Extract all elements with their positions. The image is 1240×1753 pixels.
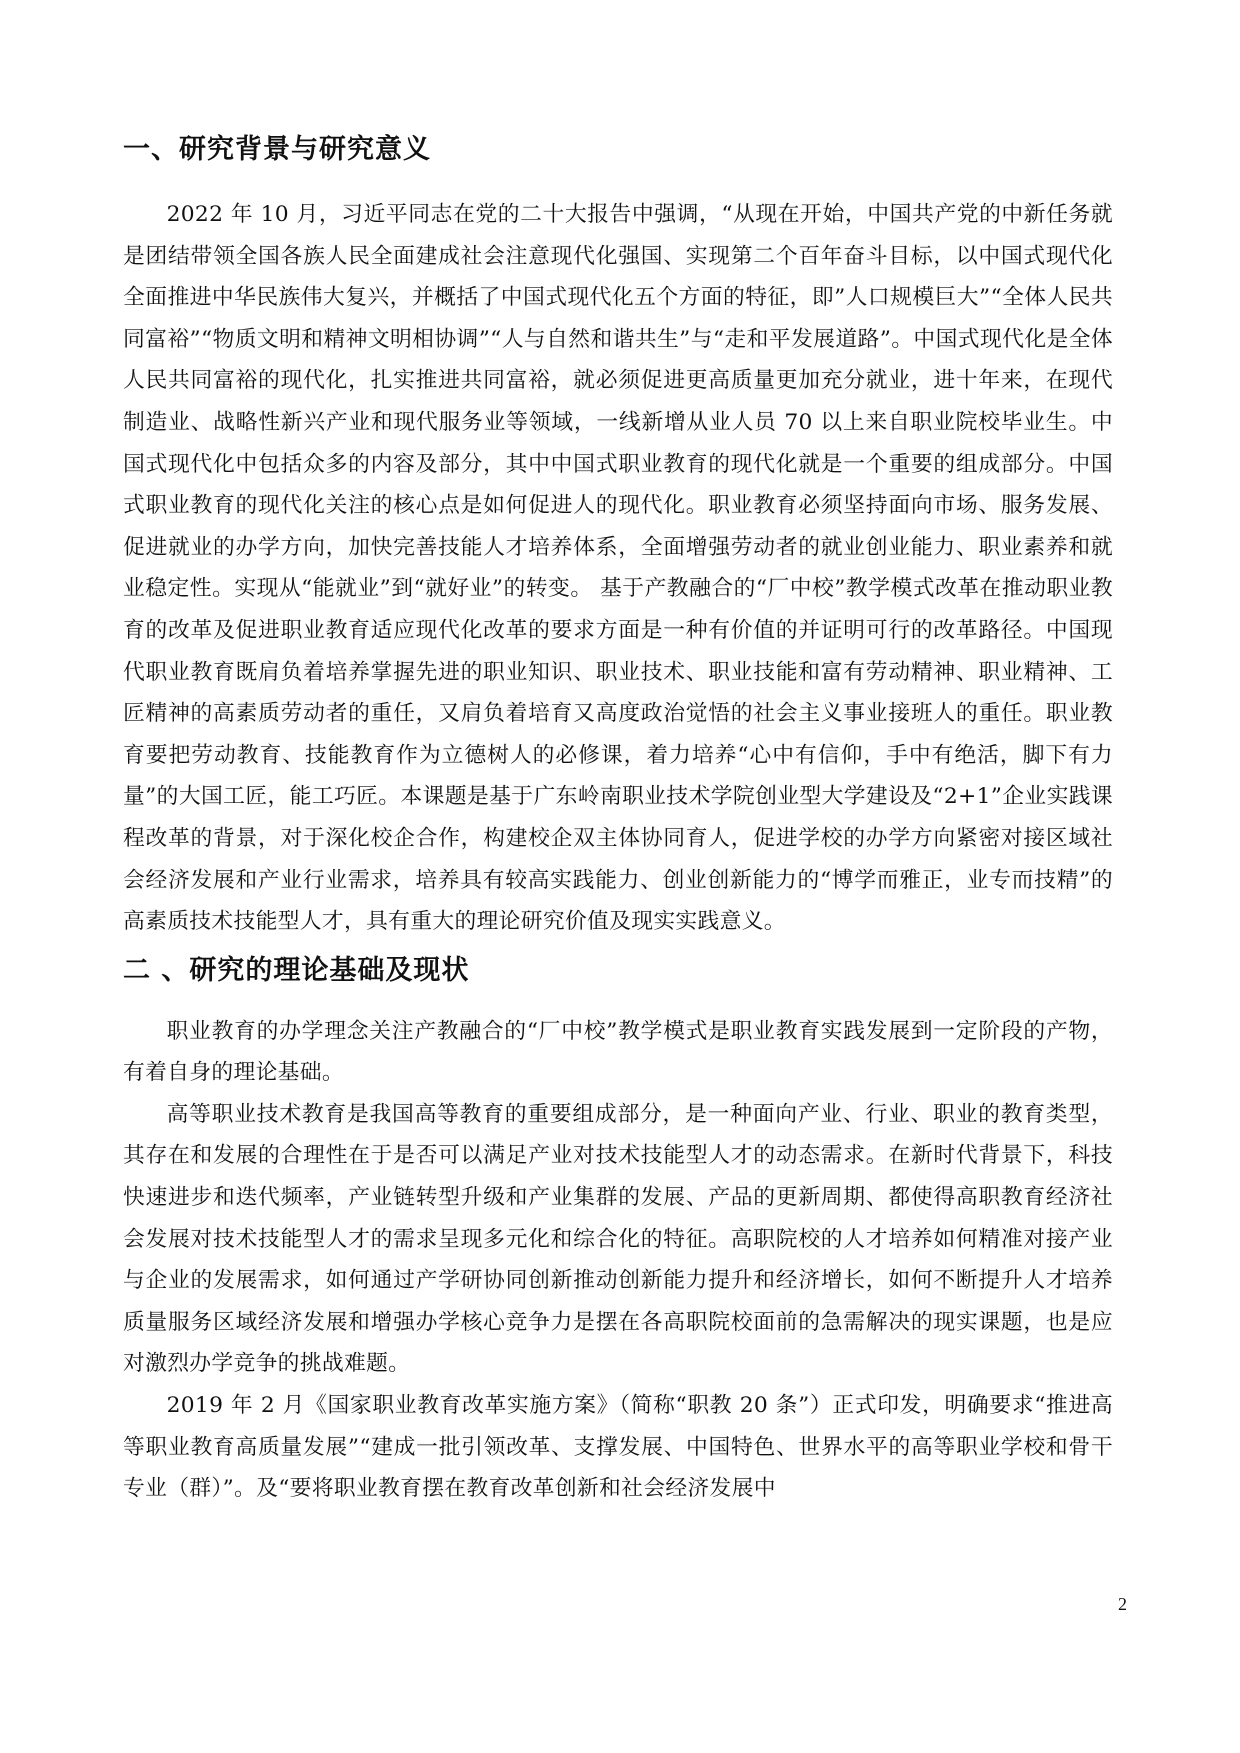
paragraph-higher-vocational: 高等职业技术教育是我国高等教育的重要组成部分，是一种面向产业、行业、职业的教育类型，其存在和发展的合理性在于是否可以满足产业对技术技能型人才的动态需求。在新时代背景下，科技快速进步和迭代频率，产业链转型升级和产业集群的发展、产品的更新周期、都使得高职教育经济社会发展对技术技能型人才的需求呈现多元化和综合化的特征。高职院校的人才培养如何精准对接产业与企业的发展需求，如何通过产学研协同创新推动创新能力提升和经济增长，如何不断提升人才培养质量服务区域经济发展和增强办学核心竞争力是摆在各高职院校面前的急需解决的现实课题，也是应对激烈办学竞争的挑战难题。 <box>123 1101 1113 1377</box>
paragraph-policy-2019: 2019 年 2 月《国家职业教育改革实施方案》（简称“职教 20 条”）正式印发，明确要求“推进高等职业教育高质量发展”“建成一批引领改革、支撑发展、中国特色、世界水平的高等职业学校和骨干专业（群）”。及“要将职业教育摆在教育改革创新和社会经济发展中 <box>123 1393 1113 1502</box>
section-heading-background: 一、研究背景与研究意义 <box>123 134 431 165</box>
page-number: 2 <box>1118 1594 1127 1614</box>
page-content <box>123 128 1113 1510</box>
section-heading-theory: 二 、研究的理论基础及现状 <box>123 954 470 986</box>
paragraph-theory-intro: 职业教育的办学理念关注产教融合的“厂中校”教学模式是职业教育实践发展到一定阶段的产物，有着自身的理论基础。 <box>123 1018 1113 1086</box>
paragraph-background: 2022 年 10 月，习近平同志在党的二十大报告中强调，“从现在开始，中国共产党的中新任务就是团结带领全国各族人民全面建成社会注意现代化强国、实现第二个百年奋斗目标，以中国式现代化全面推进中华民族伟大复兴，并概括了中国式现代化五个方面的特征，即”人口规模巨大”“全体人民共同富裕”“物质文明和精神文明相协调”“人与自然和谐共生”与“走和平发展道路”。中国式现代化是全体人民共同富裕的现代化，扎实推进共同富裕，就必须促进更高质量更加充分就业，进十年来，在现代制造业、战略性新兴产业和现代服务业等领域，一线新增从业人员 70 以上来自职业院校毕业生。中国式现代化中包括众多的内容及部分，其中中国式职业教育的现代化就是一个重要的组成部分。中国式职业教育的现代化关注的核心点是如何促进人的现代化。职业教育必须坚持面向市场、服务发展、促进就业的办学方向，加快完善技能人才培养体系，全面增强劳动者的就业创业能力、职业素养和就业稳定性。实现从“能就业”到“就好业”的转变。 基于产教融合的“厂中校”教学模式改革在推动职业教育的改革及促进职业教育适应现代化改革的要求方面是一种有价值的并证明可行的改革路径。中国现代职业教育既肩负着培养掌握先进的职业知识、职业技术、职业技能和富有劳动精神、职业精神、工匠精神的高素质劳动者的重任，又肩负着培育又高度政治觉悟的社会主义事业接班人的重任。职业教育要把劳动教育、技能教育作为立德树人的必修课，着力培养“心中有信仰，手中有绝活，脚下有力量”的大国工匠，能工巧匠。本课题是基于广东岭南职业技术学院创业型大学建设及“2+1”企业实践课程改革的背景，对于深化校企合作，构建校企双主体协同育人，促进学校的办学方向紧密对接区域社会经济发展和产业行业需求，培养具有较高实践能力、创业创新能力的“博学而雅正，业专而技精”的高素质技术技能型人才，具有重大的理论研究价值及现实实践意义。 <box>123 202 1113 935</box>
